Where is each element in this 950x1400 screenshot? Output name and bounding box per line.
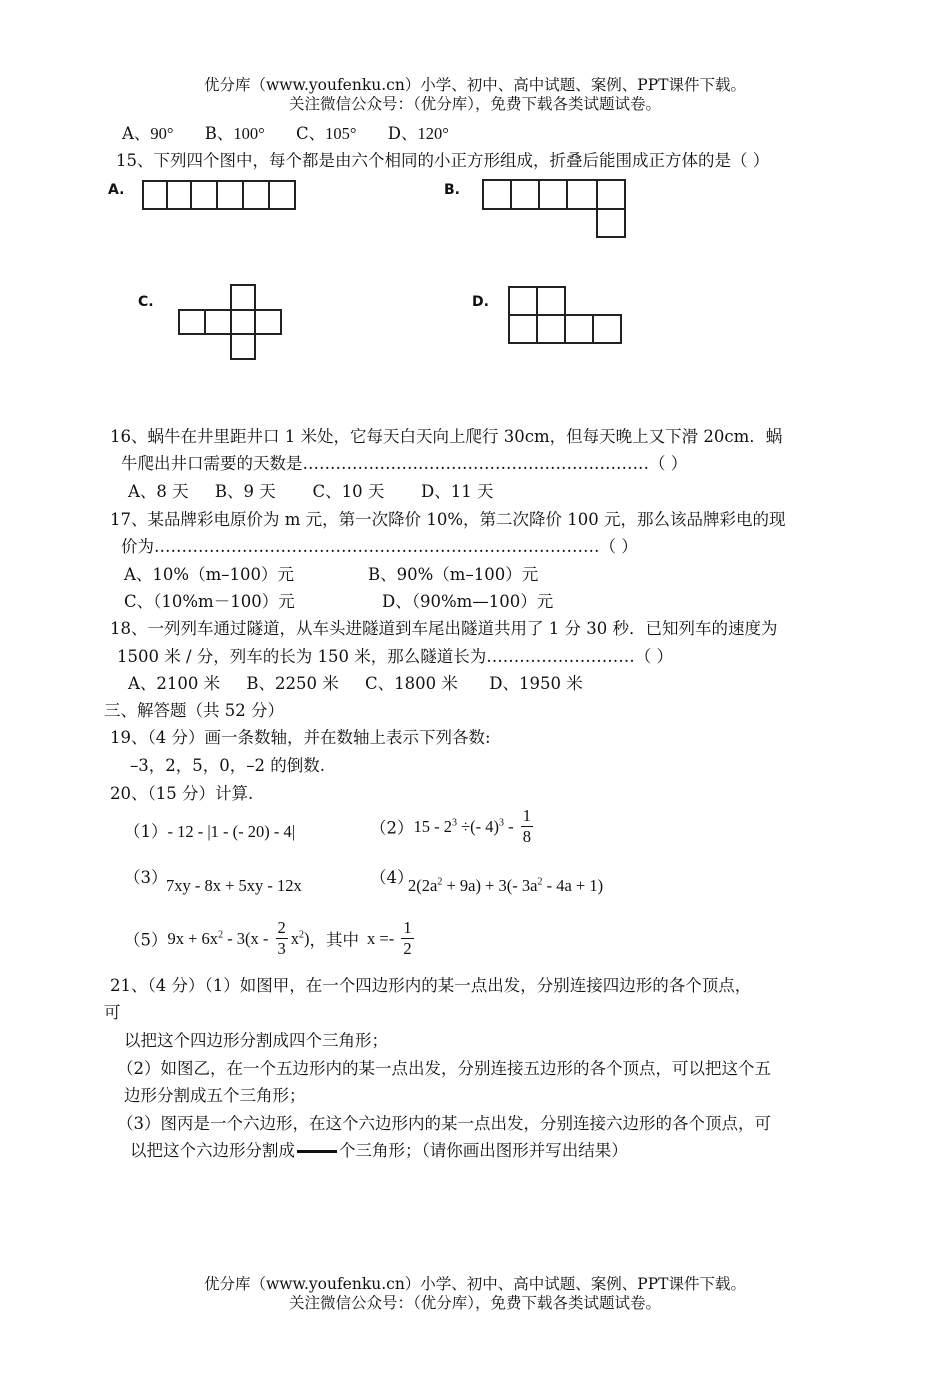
header-line-2: 关注微信公众号：（优分库），免费下载各类试题试卷。 bbox=[288, 95, 661, 113]
q20-part-4-expr: $2(2a^2 + 9a) + 3(-$ $3a^2 - 4a + 1$) bbox=[408, 876, 604, 895]
q15-label-d: D. bbox=[472, 294, 489, 310]
q17-line-1: 17、某品牌彩电原价为 m 元，第一次降价 10%，第二次降价 100 元，那么该品牌彩电的现 bbox=[110, 510, 786, 529]
q17-option-b: B、90%（m–100）元 bbox=[368, 565, 539, 584]
q17-line-2: 价为………………………………………………………………………（ ） bbox=[121, 537, 638, 556]
q20-part-4-label: （4） bbox=[370, 868, 414, 887]
q16-options: A、8 天 B、9 天 C、10 天 D、11 天 bbox=[128, 482, 494, 501]
q18-options: A、2100 米 B、2250 米 C、1800 米 D、1950 米 bbox=[128, 674, 583, 693]
q15-label-c: C. bbox=[138, 294, 154, 310]
q20-part-3-label: （3） bbox=[124, 868, 168, 887]
q20-p2-fraction: $\frac{1}{8}$ bbox=[522, 806, 532, 846]
q21-line-6: 以把这个六边形分割成 个三角形；（请你画出图形并写出结果） bbox=[130, 1141, 628, 1160]
q20-part-3-expr: 7xy - 8x + 5xy - 12x bbox=[166, 876, 302, 895]
q17-option-d: D、（90%m—100）元 bbox=[382, 592, 554, 611]
q20-title: 20、（15 分）计算. bbox=[110, 784, 254, 803]
header-line-1: 优分库（www.youfenku.cn）小学、初中、高中试题、案例、PPT课件下载。 bbox=[203, 76, 747, 94]
footer-line-2: 关注微信公众号：（优分库），免费下载各类试题试卷。 bbox=[288, 1294, 661, 1312]
q21-line-4: 边形分割成五个三角形； bbox=[124, 1086, 306, 1105]
q21-line-3: （2）如图乙，在一个五边形内的某一点出发，分别连接五边形的各个顶点，可以把这个五 bbox=[117, 1059, 771, 1078]
q20-part-5: $(5)9x + 6x^2 - 3(x$ - $\frac{2}{3}$ $x^2$)，其中 x =- $\frac{1}{2}$ bbox=[124, 918, 412, 958]
q20-part-1: （1）- 12 - |1 - (- 20) - 4| bbox=[124, 822, 296, 841]
q21-line-2: 以把这个四边形分割成四个三角形； bbox=[124, 1031, 388, 1050]
q19-line-1: 19、（4 分）画一条数轴，并在数轴上表示下列各数: bbox=[110, 728, 491, 747]
q20-part-2: $(2)15 - 2^3$ ÷(- 4)$^3$ - $\frac{1}{8}$ bbox=[370, 806, 532, 846]
q21-line-1b: 可 bbox=[104, 1003, 121, 1022]
q17-option-a: A、10%（m–100）元 bbox=[124, 565, 294, 584]
q17-option-c: C、（10%m－100）元 bbox=[124, 592, 295, 611]
q21-line-5: （3）图丙是一个六边形，在这个六边形内的某一点出发，分别连接六边形的各个顶点，可 bbox=[117, 1114, 771, 1133]
q20-p5-fraction: $\frac{2}{3}$ bbox=[277, 918, 286, 958]
q19-line-2: –3，2，5，0，–2 的倒数. bbox=[130, 756, 325, 775]
footer-line-1: 优分库（www.youfenku.cn）小学、初中、高中试题、案例、PPT课件下载。 bbox=[203, 1275, 747, 1293]
q15-label-a: A. bbox=[108, 182, 125, 198]
q15-label-b: B. bbox=[444, 182, 460, 198]
q15-text: 15、下列四个图中，每个都是由六个相同的小正方形组成，折叠后能围成正方体的是（ ） bbox=[116, 151, 770, 170]
q18-line-1: 18、一列列车通过隧道，从车头进隧道到车尾出隧道共用了 1 分 30 秒．已知列车的速度为 bbox=[110, 619, 778, 638]
q14-options: A、90° B、100° C、105° D、120° bbox=[122, 124, 449, 143]
q20-p5-x-fraction: $\frac{1}{2}$ bbox=[403, 918, 412, 958]
q16-line-1: 16、蜗牛在井里距井口 1 米处，它每天白天向上爬行 30cm，但每天晚上又下滑 20cm．蜗 bbox=[110, 427, 783, 446]
q16-line-2: 牛爬出井口需要的天数是………………………………………………………（ ） bbox=[121, 454, 688, 473]
section-3-title: 三、解答题（共 52 分） bbox=[104, 701, 284, 720]
q21-line-1: 21、（4 分）（1）如图甲，在一个四边形内的某一点出发，分别连接四边形的各个顶点， bbox=[110, 976, 752, 995]
answer-blank bbox=[297, 1150, 337, 1153]
q18-line-2: 1500 米 / 分，列车的长为 150 米，那么隧道长为………………………（ ） bbox=[117, 647, 674, 666]
